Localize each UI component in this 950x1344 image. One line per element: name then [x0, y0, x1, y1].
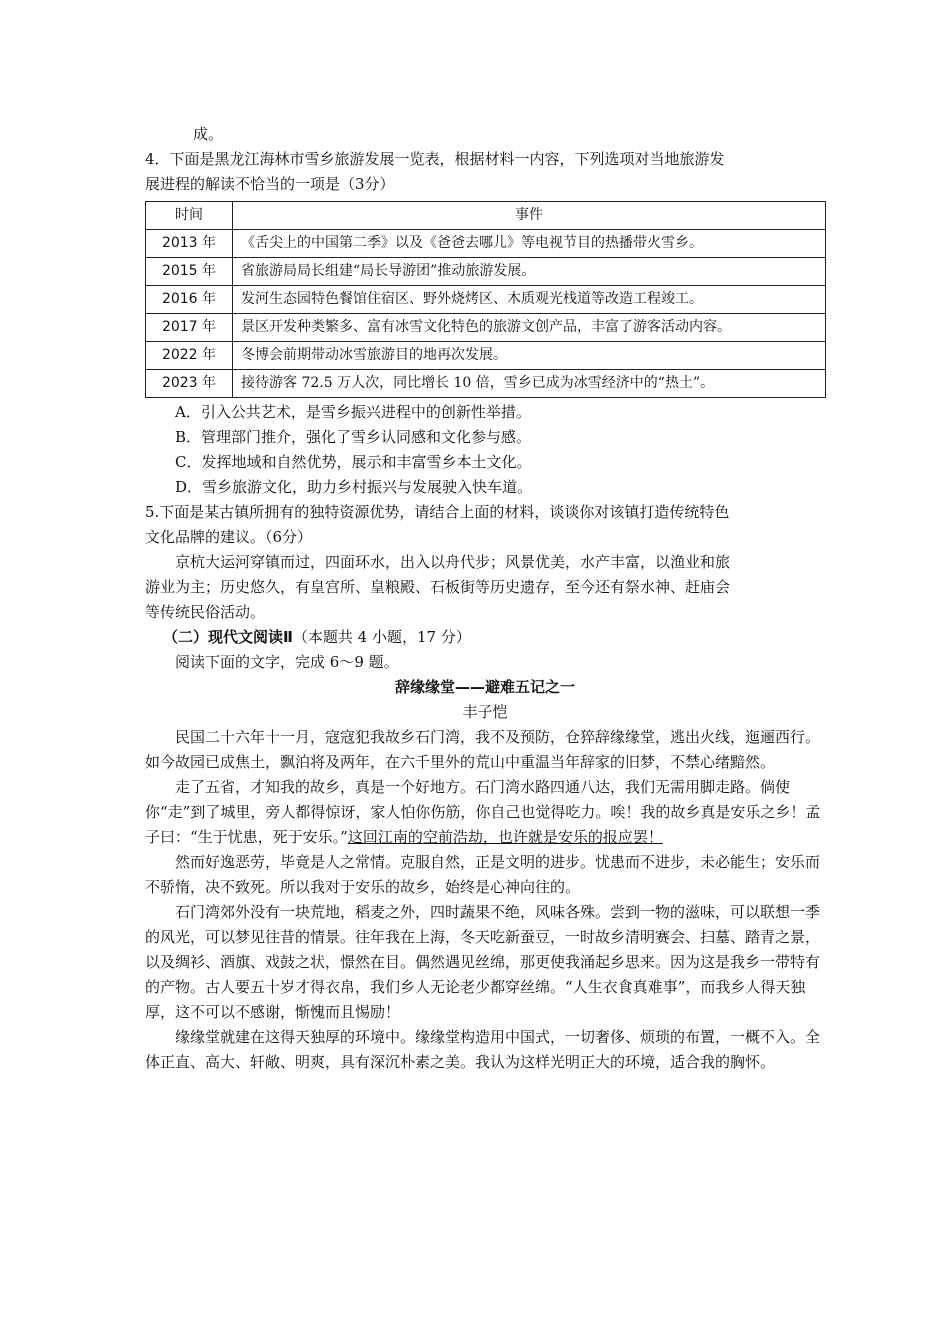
table-row — [146, 342, 826, 370]
row-event: 景区开发种类繁多、富有冰雪文化特色的旅游文创产品，丰富了游客活动内容。 — [233, 314, 826, 342]
option-d: D．雪乡旅游文化，助力乡村振兴与发展驶入快车道。 — [175, 478, 533, 496]
article-paragraph-2 — [145, 775, 825, 850]
section-heading-note: （本题共 4 小题，17 分） — [292, 628, 471, 646]
paragraph-2-text: 走了五省，才知我的故乡，真是一个好地方。石门湾水路四通八达，我们无需用脚走路。倘使你“走”到了城里，旁人都得惊讶，家人怕你伤筋，你自己也觉得吃力。唉！我的故乡真是安乐之乡！孟子曰：“生于忧患，死于安乐。” — [145, 778, 821, 846]
reading-instruction: 阅读下面的文字，完成 6～9 题。 — [175, 653, 399, 671]
option-a: A．引入公共艺术，是雪乡振兴进程中的创新性举措。 — [175, 403, 531, 421]
table-row — [146, 370, 826, 398]
table-header-row — [146, 202, 826, 230]
exam-page — [145, 122, 825, 1075]
header-time: 时间 — [146, 202, 233, 230]
table-row — [146, 286, 826, 314]
section-heading-title: （二）现代文阅读Ⅱ — [163, 628, 293, 646]
table-row — [146, 314, 826, 342]
option-c: C．发挥地域和自然优势，展示和丰富雪乡本土文化。 — [175, 453, 532, 471]
q5-material-line-1: 京杭大运河穿镇而过，四面环水，出入以舟代步；风景优美，水产丰富，以渔业和旅 — [175, 553, 731, 571]
tourism-timeline-table — [145, 201, 826, 398]
article-author: 丰子恺 — [462, 703, 508, 721]
row-year: 2013 年 — [146, 230, 233, 258]
q4-stem-line-1: 4．下面是黑龙江海林市雪乡旅游发展一览表，根据材料一内容，下列选项对当地旅游发 — [145, 150, 725, 168]
row-event: 《舌尖上的中国第二季》以及《爸爸去哪儿》等电视节目的热播带火雪乡。 — [233, 230, 826, 258]
row-event: 接待游客 72.5 万人次，同比增长 10 倍，雪乡已成为冰雪经济中的“热土”。 — [233, 370, 826, 398]
row-event: 发河生态园特色餐馆住宿区、野外烧烤区、木质观光栈道等改造工程竣工。 — [233, 286, 826, 314]
option-b: B．管理部门推介，强化了雪乡认同感和文化参与感。 — [175, 428, 532, 446]
row-year: 2023 年 — [146, 370, 233, 398]
row-year: 2015 年 — [146, 258, 233, 286]
q5-material-line-2: 游业为主；历史悠久，有皇宫所、皇粮殿、石板街等历史遗存，至今还有祭水神、赶庙会 — [145, 578, 731, 596]
table-row — [146, 258, 826, 286]
article-paragraph-5: 缘缘堂就建在这得天独厚的环境中。缘缘堂构造用中国式，一切奢侈、烦琐的布置，一概不入。全体正直、高大、轩敞、明爽，具有深沉朴素之美。我认为这样光明正大的环境，适合我的胸怀。 — [145, 1028, 821, 1071]
row-event: 冬博会前期带动冰雪旅游目的地再次发展。 — [233, 342, 826, 370]
header-event: 事件 — [233, 202, 826, 230]
row-event: 省旅游局局长组建“局长导游团”推动旅游发展。 — [233, 258, 826, 286]
underlined-sentence: 这回江南的空前浩劫，也许就是安乐的报应罢！ — [347, 828, 663, 846]
article-paragraph-4: 石门湾郊外没有一块荒地，稻麦之外，四时蔬果不绝，风味各殊。尝到一物的滋味，可以联想一季的风光，可以梦见往昔的情景。往年我在上海，冬天吃新蚕豆，一时故乡清明赛会、扫墓、踏青之景，以及绸衫、酒旗、戏鼓之状，憬然在目。偶然遇见丝绵，那更使我涌起乡思来。因为这是我乡一带特有的产物。古人要五十岁才得衣帛，我们乡人无论老少都穿丝绵。“人生衣食真难事”，而我乡人得天独厚，这不可以不感谢，惭愧而且惕励！ — [145, 903, 821, 1021]
row-year: 2022 年 — [146, 342, 233, 370]
q5-stem-line-2: 文化品牌的建议。（6分） — [145, 528, 313, 546]
continuation-line: 成。 — [193, 125, 224, 143]
article-paragraph-3: 然而好逸恶劳，毕竟是人之常情。克服自然，正是文明的进步。忧患而不进步，未必能生；安乐而不骄惰，决不致死。所以我对于安乐的故乡，始终是心神向往的。 — [145, 853, 821, 896]
q5-stem-line-1: 5.下面是某古镇所拥有的独特资源优势，请结合上面的材料，谈谈你对该镇打造传统特色 — [145, 503, 730, 521]
row-year: 2016 年 — [146, 286, 233, 314]
section-heading — [145, 625, 825, 650]
article-paragraph-1: 民国二十六年十一月，寇寇犯我故乡石门湾，我不及预防，仓猝辞缘缘堂，逃出火线，迤逦西行。如今故园已成焦土，飘泊将及两年，在六千里外的荒山中重温当年辞家的旧梦，不禁心绪黯然。 — [145, 728, 821, 771]
article-title: 辞缘缘堂——避难五记之一 — [394, 678, 575, 696]
q4-stem-line-2: 展进程的解读不恰当的一项是（3分） — [145, 175, 395, 193]
row-year: 2017 年 — [146, 314, 233, 342]
q5-material-line-3: 等传统民俗活动。 — [145, 603, 266, 621]
table-row — [146, 230, 826, 258]
